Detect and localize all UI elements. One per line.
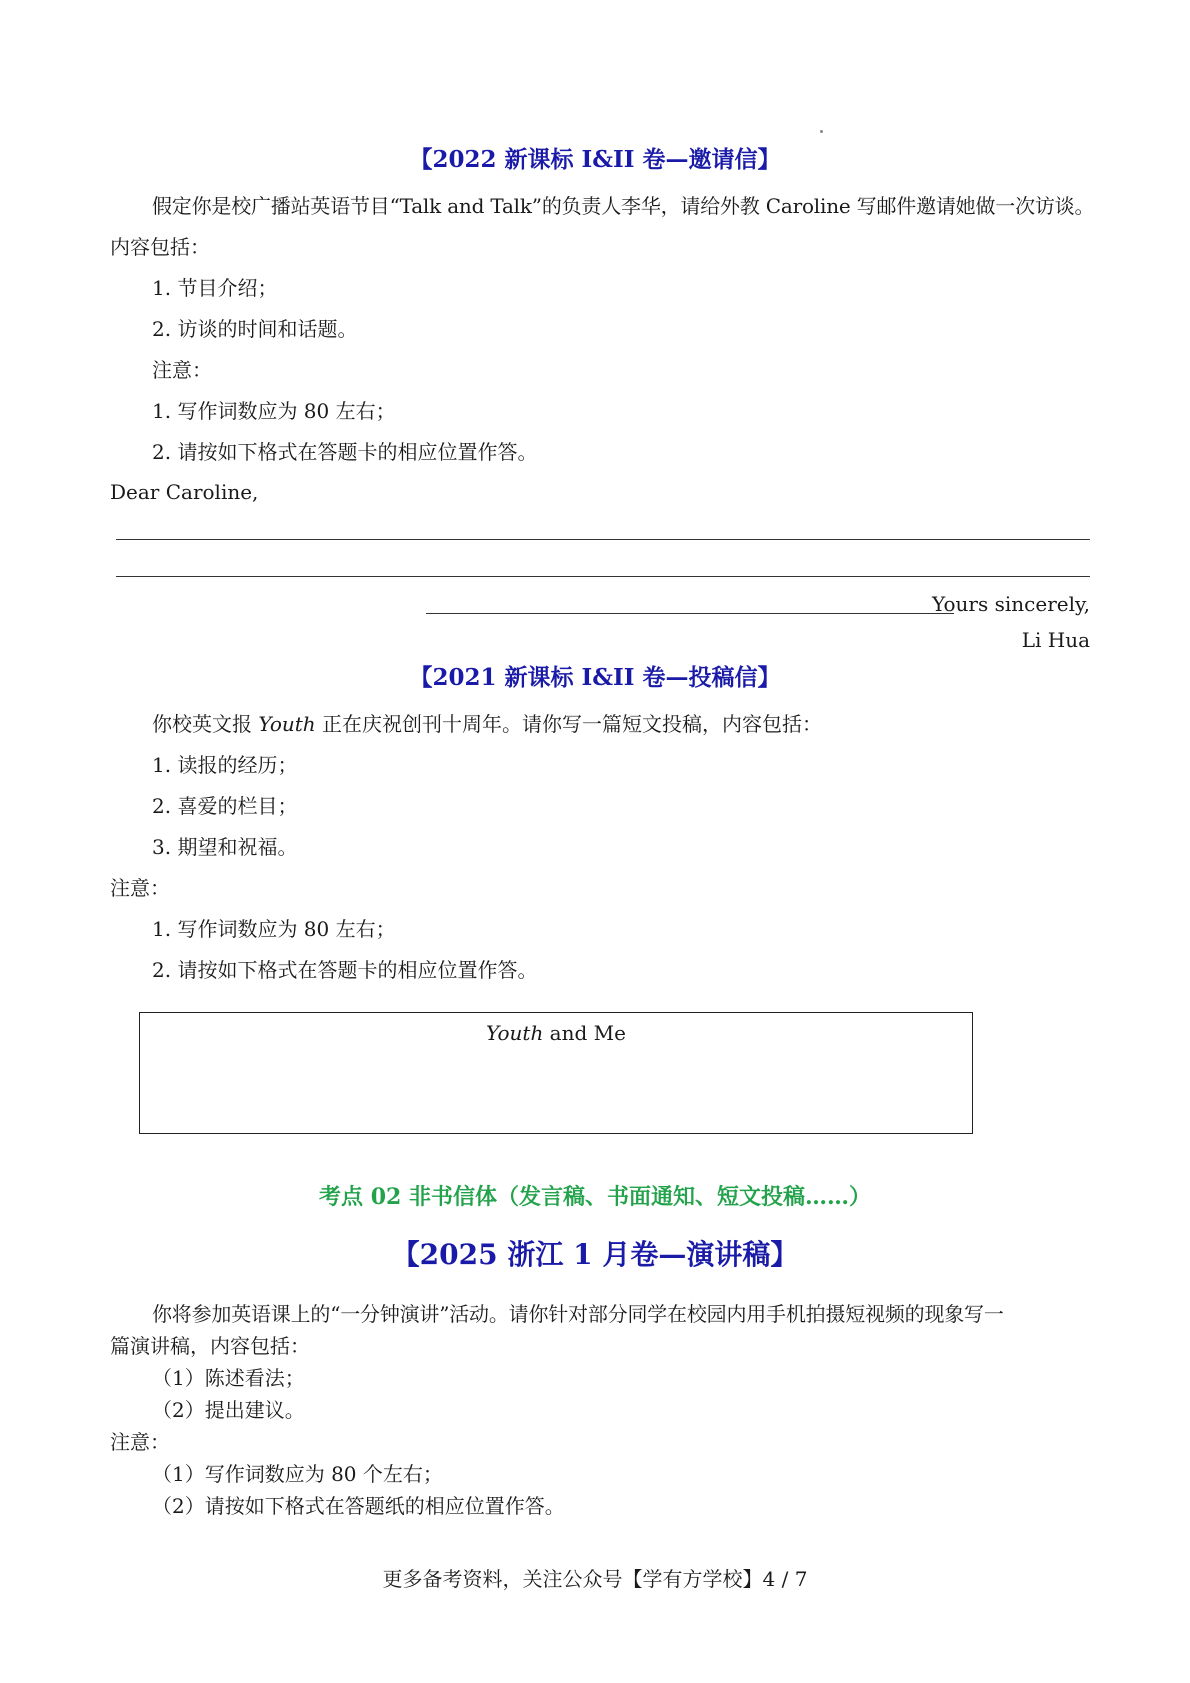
answer-line-2 [116, 576, 1090, 577]
section1-notes-label: 注意： [152, 358, 212, 382]
section1-item-1: 1. 节目介绍； [152, 276, 278, 300]
section3-note-1: （1）写作词数应为 80 个左右； [152, 1462, 443, 1486]
section2-prompt-pre: 你校英文报 [152, 712, 259, 736]
section1-prompt-line2: 内容包括： [110, 235, 210, 259]
section3-prompt-line2: 篇演讲稿，内容包括： [110, 1334, 310, 1358]
topic-heading: 考点 02 非书信体（发言稿、书面通知、短文投稿……） [319, 1184, 871, 1210]
letter-salutation: Dear Caroline, [110, 480, 259, 504]
letter-closing: Yours sincerely, [932, 592, 1090, 616]
answer-box [139, 1012, 973, 1134]
answer-line-1 [116, 539, 1090, 540]
section2-prompt-italic: Youth [258, 712, 316, 736]
section1-note-2: 2. 请按如下格式在答题卡的相应位置作答。 [152, 440, 538, 464]
section2-note-2: 2. 请按如下格式在答题卡的相应位置作答。 [152, 958, 538, 982]
section2-prompt [152, 710, 822, 738]
answer-box-title [140, 1019, 972, 1047]
letter-signature: Li Hua [1021, 628, 1090, 652]
section1-heading: 【2022 新课标 I&II 卷—邀请信】 [409, 146, 781, 173]
section3-notes-label: 注意： [110, 1430, 170, 1454]
section3-prompt-line1: 你将参加英语课上的“一分钟演讲”活动。请你针对部分同学在校园内用手机拍摄短视频的现象写一 [152, 1302, 1004, 1326]
answer-box-title-rest: and Me [543, 1021, 626, 1045]
section2-notes-label: 注意： [110, 876, 170, 900]
section2-item-2: 2. 喜爱的栏目； [152, 794, 298, 818]
section1-prompt-line1: 假定你是校广播站英语节目“Talk and Talk”的负责人李华，请给外教 Caroline 写邮件邀请她做一次访谈。 [152, 194, 1095, 218]
section2-heading: 【2021 新课标 I&II 卷—投稿信】 [409, 664, 781, 691]
section1-note-1: 1. 写作词数应为 80 左右； [152, 399, 396, 423]
section3-item-2: （2）提出建议。 [152, 1398, 305, 1422]
section2-item-1: 1. 读报的经历； [152, 753, 298, 777]
section1-item-2: 2. 访谈的时间和话题。 [152, 317, 358, 341]
section3-note-2: （2）请按如下格式在答题纸的相应位置作答。 [152, 1494, 565, 1518]
section3-heading: 【2025 浙江 1 月卷—演讲稿】 [391, 1238, 799, 1271]
section2-item-3: 3. 期望和祝福。 [152, 835, 298, 859]
answer-box-title-italic: Youth [486, 1021, 544, 1045]
section2-prompt-post: 正在庆祝创刊十周年。请你写一篇短文投稿，内容包括： [315, 712, 823, 736]
page-footer: 更多备考资料，关注公众号【学有方学校】4 / 7 [382, 1567, 808, 1591]
answer-line-3 [426, 613, 954, 614]
section2-note-1: 1. 写作词数应为 80 左右； [152, 917, 396, 941]
page-speck [820, 130, 823, 133]
section3-item-1: （1）陈述看法； [152, 1366, 305, 1390]
